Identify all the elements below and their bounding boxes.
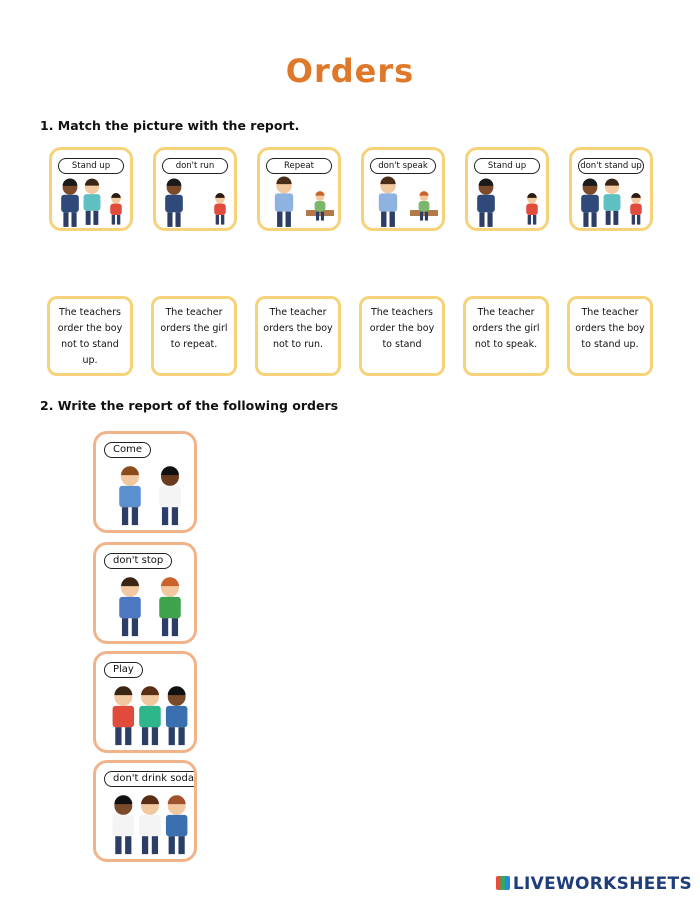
kids-illustration xyxy=(96,763,197,862)
speech-bubble: don't run xyxy=(162,158,228,174)
picture-row xyxy=(49,147,653,231)
picture-card-5[interactable] xyxy=(465,147,549,231)
picture-card-4[interactable] xyxy=(361,147,445,231)
report-card-2[interactable]: The teacher orders the girl to repeat. xyxy=(151,296,237,376)
person-figure xyxy=(84,179,101,225)
teacher-scene-illustration xyxy=(52,150,133,231)
person-figure xyxy=(630,193,642,225)
person-figure xyxy=(581,179,599,227)
logo-mark-icon xyxy=(496,876,510,890)
logo-text: LIVEWORKSHEETS xyxy=(512,874,692,894)
order-card-2 xyxy=(93,542,197,644)
person-figure xyxy=(477,179,495,227)
teacher-scene-illustration xyxy=(260,150,341,231)
person-figure xyxy=(166,686,188,745)
person-figure xyxy=(315,191,326,220)
speech-bubble: don't speak xyxy=(370,158,436,174)
person-figure xyxy=(119,577,141,636)
person-figure xyxy=(604,179,621,225)
speech-bubble: Come xyxy=(104,442,151,458)
person-figure xyxy=(113,686,135,745)
kids-illustration xyxy=(96,545,197,644)
kids-illustration xyxy=(96,654,197,753)
person-figure xyxy=(275,176,293,226)
speech-bubble: Stand up xyxy=(58,158,124,174)
person-figure xyxy=(379,176,397,226)
person-figure xyxy=(166,795,188,854)
person-figure xyxy=(119,466,141,525)
person-figure xyxy=(139,686,161,745)
person-figure xyxy=(113,795,135,854)
section2-heading: 2. Write the report of the following orders xyxy=(40,398,339,413)
report-row xyxy=(47,296,653,376)
kids-illustration xyxy=(96,434,197,533)
teacher-scene-illustration xyxy=(572,150,653,231)
report-card-3[interactable]: The teacher orders the boy not to run. xyxy=(255,296,341,376)
section1-heading: 1. Match the picture with the report. xyxy=(40,118,300,133)
person-figure xyxy=(159,577,181,636)
picture-card-2[interactable] xyxy=(153,147,237,231)
speech-bubble: don't stand up xyxy=(578,158,644,174)
order-card-4 xyxy=(93,760,197,862)
teacher-scene-illustration xyxy=(364,150,445,231)
order-card-3 xyxy=(93,651,197,753)
report-card-1[interactable]: The teachers order the boy not to stand up. xyxy=(47,296,133,376)
speech-bubble: don't drink soda xyxy=(104,771,197,787)
person-figure xyxy=(159,466,181,525)
picture-card-1[interactable] xyxy=(49,147,133,231)
speech-bubble: Repeat xyxy=(266,158,332,174)
person-figure xyxy=(61,179,79,227)
liveworksheets-logo xyxy=(496,874,692,894)
person-figure xyxy=(214,193,226,225)
person-figure xyxy=(526,193,538,225)
page-title: Orders xyxy=(285,52,415,90)
person-figure xyxy=(110,193,122,225)
teacher-scene-illustration xyxy=(156,150,237,231)
teacher-scene-illustration xyxy=(468,150,549,231)
person-figure xyxy=(139,795,161,854)
report-card-5[interactable]: The teacher orders the girl not to speak. xyxy=(463,296,549,376)
order-card-1 xyxy=(93,431,197,533)
picture-card-3[interactable] xyxy=(257,147,341,231)
picture-card-6[interactable] xyxy=(569,147,653,231)
speech-bubble: don't stop xyxy=(104,553,172,569)
person-figure xyxy=(165,179,183,227)
person-figure xyxy=(419,191,430,220)
report-card-4[interactable]: The teachers order the boy to stand xyxy=(359,296,445,376)
speech-bubble: Play xyxy=(104,662,143,678)
speech-bubble: Stand up xyxy=(474,158,540,174)
report-card-6[interactable]: The teacher orders the boy to stand up. xyxy=(567,296,653,376)
